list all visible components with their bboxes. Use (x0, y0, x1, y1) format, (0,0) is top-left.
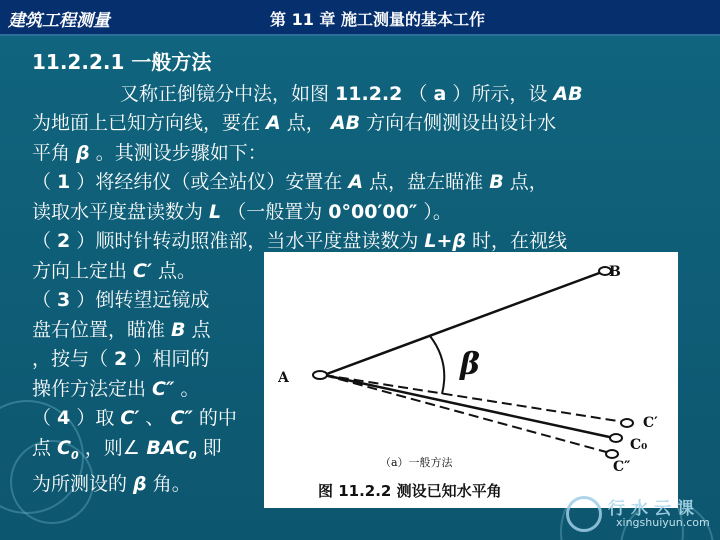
paragraph-line: 又称正倒镜分中法，如图 11.2.2 （ a ）所示，设 AB (120, 82, 583, 105)
label-c-prime: C′ (643, 415, 658, 431)
step-line: ，按与（ 2 ）相同的 (32, 348, 210, 370)
label-c-double-prime: C″ (613, 459, 631, 475)
paragraph-line: 平角 β 。其测设步骤如下： (32, 141, 267, 164)
watermark-url: xingshuiyun.com (616, 516, 710, 529)
point-c-prime (621, 419, 633, 427)
step-line: （ 1 ）将经纬仪（或全站仪）安置在 A 点，盘左瞄准 B 点， (32, 171, 548, 193)
watermark-logo (552, 492, 720, 538)
step-line: （ 4 ）取 C′ 、 C″ 的中 (32, 407, 237, 429)
step-line: （ 2 ）顺时针转动照准部，当水平度盘读数为 L+β 时，在视线 (32, 230, 568, 252)
step-line: 读取水平度盘读数为 L （一般置为 0°00′00″ ）。 (32, 200, 452, 223)
chapter-title: 第 11 章 施工测量的基本工作 (270, 10, 485, 29)
angle-arc (430, 336, 444, 394)
line-ac0 (324, 375, 614, 438)
label-c0: C₀ (630, 437, 648, 453)
figure-subcaption: （a）一般方法 (380, 456, 453, 469)
slide-header (0, 0, 720, 36)
label-beta: β (460, 347, 480, 382)
step-line: 为所测设的 β 角。 (32, 472, 191, 495)
course-title: 建筑工程测量 (8, 11, 110, 31)
point-a (313, 371, 327, 379)
section-number: 11.2.2.1 (32, 50, 125, 74)
step-line: （ 3 ）倒转望远镜成 (32, 289, 210, 311)
label-a: A (278, 370, 289, 386)
step-line: 方向上定出 C′ 点。 (32, 259, 197, 282)
paragraph-line: 为地面上已知方向线，要在 A 点， AB 方向右侧测设出设计水 (32, 112, 557, 134)
figure-angle-setting (264, 252, 678, 508)
point-c-double-prime (606, 450, 618, 458)
step-line: 盘右位置，瞄准 B 点 (32, 318, 211, 341)
point-c0 (610, 434, 622, 442)
figure-caption: 图 11.2.2 测设已知水平角 (318, 482, 502, 500)
step-line: 点 $C_0$ ，则∠ $BAC_0$ 即 (32, 436, 222, 462)
watermark-text: 行水云课 (608, 499, 700, 519)
diagram-svg (264, 252, 678, 508)
logo-icon (566, 496, 602, 532)
section-heading (32, 48, 692, 78)
label-b: B (609, 264, 621, 280)
step-line: 操作方法定出 C″ 。 (32, 377, 200, 400)
section-title: 一般方法 (124, 50, 212, 74)
